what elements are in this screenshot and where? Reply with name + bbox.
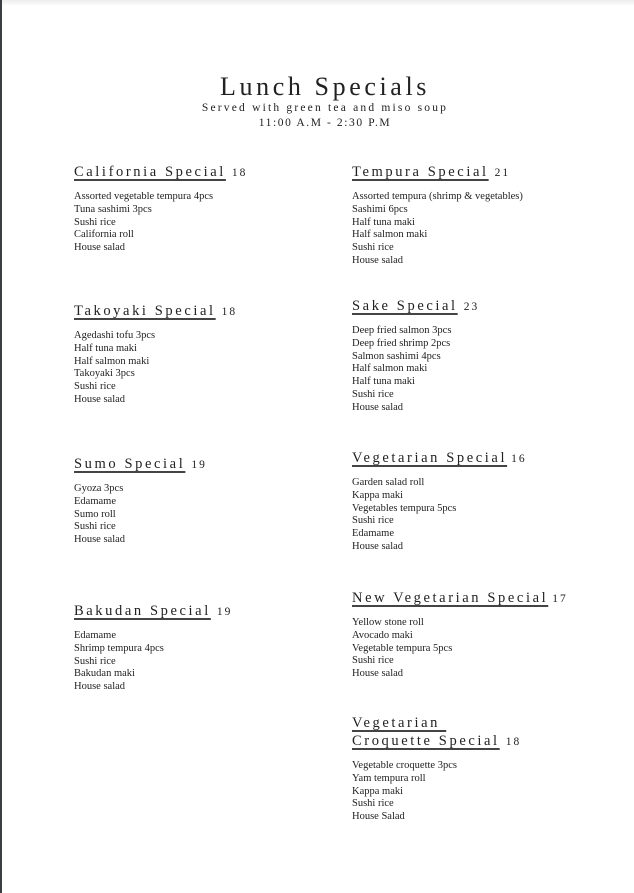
- list-item: Sushi rice: [352, 242, 394, 254]
- special-sumo: [74, 455, 334, 547]
- list-item: House salad: [352, 254, 404, 266]
- special-name: Takoyaki Special: [74, 303, 216, 319]
- list-item: Half tuna maki: [74, 342, 137, 354]
- list-item: Half salmon maki: [352, 363, 428, 375]
- window-left-border: [0, 0, 2, 893]
- list-item: Gyoza 3pcs: [74, 483, 124, 494]
- list-item: Edamame: [352, 528, 394, 540]
- special-heading: [74, 163, 334, 182]
- special-price: 23: [463, 301, 480, 313]
- special-heading: [352, 714, 612, 751]
- item-list: [74, 630, 334, 694]
- special-name: Sumo Special: [74, 456, 186, 472]
- list-item: Avocado maki: [352, 629, 413, 641]
- list-item: Vegetable croquette 3pcs: [352, 760, 457, 771]
- special-price: 18: [231, 167, 248, 179]
- list-item: Half tuna maki: [352, 216, 415, 228]
- special-heading: [352, 449, 612, 468]
- list-item: House salad: [352, 668, 404, 680]
- list-item: Kappa maki: [352, 489, 404, 501]
- item-list: [74, 191, 334, 255]
- item-list: [74, 483, 334, 547]
- list-item: Sushi rice: [74, 521, 116, 533]
- list-item: Salmon sashimi 4pcs: [352, 350, 441, 362]
- list-item: House Salad: [352, 811, 405, 823]
- special-name-line2: Croquette Special: [352, 733, 500, 749]
- list-item: Vegetables tempura 5pcs: [352, 502, 457, 514]
- list-item: Shrimp tempura 4pcs: [74, 642, 164, 654]
- special-name: New Vegetarian Special: [352, 590, 549, 606]
- special-name: Sake Special: [352, 298, 458, 314]
- special-price: 18: [221, 306, 238, 318]
- list-item: Agedashi tofu 3pcs: [74, 330, 156, 341]
- list-item: House salad: [74, 681, 126, 693]
- list-item: Sushi rice: [352, 798, 394, 810]
- special-heading: [352, 163, 612, 182]
- special-takoyaki: [74, 302, 334, 407]
- special-new-vegetarian: [352, 589, 612, 681]
- list-item: Edamame: [74, 630, 116, 641]
- special-tempura: [352, 163, 612, 268]
- list-item: Sushi rice: [352, 388, 394, 400]
- item-list: [352, 617, 612, 681]
- special-price: 17: [552, 593, 568, 605]
- special-price: 18: [505, 736, 522, 748]
- lunch-hours: 11:00 A.M - 2:30 P.M: [258, 117, 392, 129]
- list-item: Half tuna maki: [352, 376, 415, 388]
- list-item: Sushi rice: [352, 515, 394, 527]
- item-list: [352, 325, 612, 415]
- list-item: House salad: [352, 540, 404, 552]
- item-list: [352, 760, 612, 824]
- item-list: [74, 330, 334, 407]
- underline-spacer: [440, 714, 448, 732]
- page-top-shadow: [2, 0, 634, 6]
- list-item: Takoyaki 3pcs: [74, 368, 135, 380]
- list-item: Deep fried salmon 3pcs: [352, 325, 452, 336]
- special-name-line1: Vegetarian: [352, 715, 440, 731]
- special-price: 16: [511, 453, 527, 465]
- list-item: Sashimi 6pcs: [352, 203, 408, 215]
- list-item: Sushi rice: [74, 655, 116, 667]
- special-heading: [352, 589, 612, 608]
- list-item: House salad: [74, 242, 126, 254]
- special-heading: [74, 455, 334, 474]
- list-item: Tuna sashimi 3pcs: [74, 203, 152, 215]
- list-item: Vegetable tempura 5pcs: [352, 642, 453, 654]
- list-item: Assorted vegetable tempura 4pcs: [74, 191, 214, 202]
- special-price: 21: [494, 167, 511, 179]
- list-item: Edamame: [74, 495, 116, 507]
- list-item: Half salmon maki: [74, 355, 150, 367]
- list-item: House salad: [352, 401, 404, 413]
- list-item: Yam tempura roll: [352, 772, 426, 784]
- list-item: Sushi rice: [74, 216, 116, 228]
- list-item: Deep fried shrimp 2pcs: [352, 337, 451, 349]
- special-name: Bakudan Special: [74, 603, 211, 619]
- special-heading: [352, 297, 612, 316]
- page-title: Lunch Specials: [220, 72, 430, 101]
- special-name: Tempura Special: [352, 164, 489, 180]
- list-item: Assorted tempura (shrimp & vegetables): [352, 191, 523, 202]
- item-list: [352, 477, 612, 554]
- special-heading: [74, 602, 334, 621]
- special-sake: [352, 297, 612, 415]
- special-vegetarian-croquette: [352, 714, 612, 824]
- list-item: Sushi rice: [74, 381, 116, 393]
- special-bakudan: [74, 602, 334, 694]
- list-item: Sushi rice: [352, 655, 394, 667]
- special-name: Vegetarian Special: [352, 450, 508, 466]
- list-item: Kappa maki: [352, 785, 404, 797]
- special-heading: [74, 302, 334, 321]
- special-vegetarian: [352, 449, 612, 554]
- list-item: California roll: [74, 229, 134, 241]
- list-item: Bakudan maki: [74, 668, 135, 680]
- list-item: Half salmon maki: [352, 229, 428, 241]
- list-item: House salad: [74, 534, 126, 546]
- special-name: California Special: [74, 164, 226, 180]
- special-price: 19: [191, 459, 207, 471]
- list-item: Sumo roll: [74, 508, 116, 520]
- special-california: [74, 163, 334, 255]
- item-list: [352, 191, 612, 268]
- list-item: House salad: [74, 393, 126, 405]
- list-item: Yellow stone roll: [352, 617, 424, 628]
- list-item: Garden salad roll: [352, 477, 425, 488]
- special-price: 19: [216, 606, 233, 618]
- page-subtitle: Served with green tea and miso soup: [201, 102, 449, 114]
